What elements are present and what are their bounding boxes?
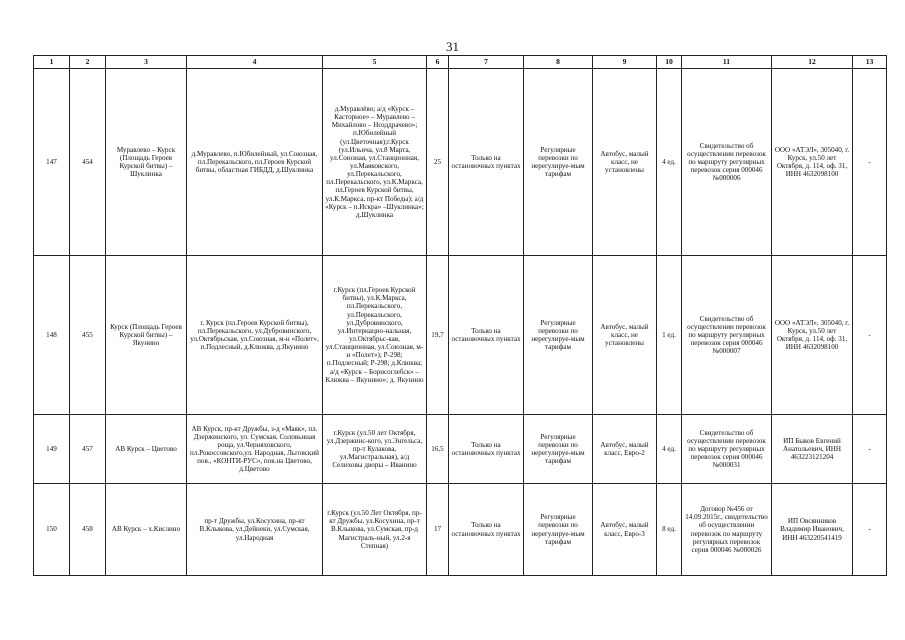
route-number: 458 xyxy=(70,484,106,576)
route-streets: д.Муравлёво; а/д «Курск – Касторное» – Муравлево – Михайлово – Нозддрачево»; п.Юбилейный (ул.Цветочная);г.Курск (ул.Ильича, ул.8 Марта, ул.Союзная, ул.Станционная, ул.Маяковского, ул.Перекальского, пл.Перекальского, ул.К.Маркса, пл.Героев Курской битвы, ул.К.Маркса, пр-кт Победы); а/д «Курск – п.Искра» –Шуклинка»; д.Шуклинка xyxy=(323,69,427,256)
row-number: 148 xyxy=(34,256,70,415)
vehicle-class: Автобус, малый класс, не установлены xyxy=(593,69,657,256)
vehicle-count: 8 ед. xyxy=(657,484,682,576)
column-header: 3 xyxy=(106,56,187,69)
carrier: ООО «АТЭЛ», 305040, г. Курск, ул.50 лет Октября, д. 114, оф. 31, ИНН 4632098100 xyxy=(772,256,853,415)
route-name: АВ Курск – Цветово xyxy=(106,415,187,484)
table-row xyxy=(34,484,887,576)
route-name: Курск (Площадь Героев Курской битвы) – Якунино xyxy=(106,256,187,415)
route-streets: г.Курск (пл.Героев Курской битвы), ул.К.Маркса, пл.Перекальского, ул.Перекальского, ул.Дубровинского, ул.Интернацио-нальная, ул.Октябрьс-кая, ул.Станционная, ул.Союзная, м-н «Полет»); Р-298; п.Подлесный; Р-298; д.Клюква; а/д «Курск – Борисоглебск» – Клюква – Якунино»; д. Якунино xyxy=(323,256,427,415)
transport-type: Регулярные перевозки по нерегулируе-мым тарифам xyxy=(524,69,593,256)
certificate: Свидетельство об осуществлении перевозок по маршруту регулярных перевозок серия 000046 №000031 xyxy=(682,415,772,484)
carrier: ИП Овсянников Владимир Иванович, ИНН 463220541419 xyxy=(772,484,853,576)
col13-value: - xyxy=(853,484,887,576)
vehicle-class: Автобус, малый класс, Евро-3 xyxy=(593,484,657,576)
table-row xyxy=(34,69,887,256)
route-name: АВ Курск – х.Кислино xyxy=(106,484,187,576)
column-header: 8 xyxy=(524,56,593,69)
certificate: Свидетельство об осуществлении перевозок по маршруту регулярных перевозок серия 000046 №000006 xyxy=(682,69,772,256)
vehicle-count: 1 ед. xyxy=(657,256,682,415)
row-number: 150 xyxy=(34,484,70,576)
transport-type: Регулярные перевозки по нерегулируе-мым тарифам xyxy=(524,415,593,484)
route-stops: АВ Курск, пр-кт Дружбы, з-д «Маяк», пл. Дзержинского, ул. Сумская, Соловьиная роща, ул.Черняховского, пл.Рокоссовского,ул. Народная, Льговский пов., «КОНТИ-РУС», пов.на Цветово, д.Цветово xyxy=(187,415,323,484)
header-row xyxy=(34,56,887,69)
stop-order: Только на остановочных пунктах xyxy=(449,69,524,256)
row-number: 149 xyxy=(34,415,70,484)
row-number: 147 xyxy=(34,69,70,256)
routes-table xyxy=(33,55,887,576)
stop-order: Только на остановочных пунктах xyxy=(449,415,524,484)
transport-type: Регулярные перевозки по нерегулируе-мым тарифам xyxy=(524,256,593,415)
route-stops: д.Муравлево, п.Юбилейный, ул.Союзная, пл.Перекальского, пл.Героев Курской битвы, областная ГИБДД, д.Шуклинка xyxy=(187,69,323,256)
route-number: 457 xyxy=(70,415,106,484)
page-number: 31 xyxy=(446,39,459,54)
column-header: 7 xyxy=(449,56,524,69)
column-header: 1 xyxy=(34,56,70,69)
column-header: 12 xyxy=(772,56,853,69)
route-streets: г.Курск (ул.50 Лет Октября, пр-кт Дружбы, ул.Косухина, пр-т В.Клыкова, ул.Сумская, пр-д Магистраль-ный, ул.2-я Степная) xyxy=(323,484,427,576)
col13-value: - xyxy=(853,69,887,256)
column-header: 9 xyxy=(593,56,657,69)
vehicle-class: Автобус, малый класс, Евро-2 xyxy=(593,415,657,484)
route-length: 25 xyxy=(427,69,449,256)
transport-type: Регулярные перевозки по нерегулируе-мым тарифам xyxy=(524,484,593,576)
column-header: 13 xyxy=(853,56,887,69)
column-header: 10 xyxy=(657,56,682,69)
vehicle-count: 4 ед. xyxy=(657,69,682,256)
col13-value: - xyxy=(853,256,887,415)
column-header: 11 xyxy=(682,56,772,69)
stop-order: Только на остановочных пунктах xyxy=(449,256,524,415)
column-header: 5 xyxy=(323,56,427,69)
carrier: ООО «АТЭЛ», 305040, г. Курск, ул.50 лет Октября, д. 114, оф. 31, ИНН 4632098100 xyxy=(772,69,853,256)
route-streets: г.Курск (ул.50 лет Октября, ул.Дзержинс-кого, ул.Энгельса, пр-т Кулакова, ул.Магистральная), а/д Селиховы дворы – Иванино xyxy=(323,415,427,484)
route-number: 454 xyxy=(70,69,106,256)
column-header: 4 xyxy=(187,56,323,69)
vehicle-count: 4 ед. xyxy=(657,415,682,484)
col13-value: - xyxy=(853,415,887,484)
column-header: 6 xyxy=(427,56,449,69)
route-number: 455 xyxy=(70,256,106,415)
table-row xyxy=(34,415,887,484)
vehicle-class: Автобус, малый класс, не установлены xyxy=(593,256,657,415)
route-stops: г. Курск (пл.Героев Курской битвы), пл.Перекальского, ул.Дубровинского, ул.Октябрьская, ул.Союзная, м-н «Полет», п.Подлесный, д.Клюква, д.Якунино xyxy=(187,256,323,415)
route-length: 17 xyxy=(427,484,449,576)
route-name: Муравлево – Курск (Площадь Героев Курской битвы) – Шуклинка xyxy=(106,69,187,256)
route-length: 16,5 xyxy=(427,415,449,484)
carrier: ИП Быков Евгений Анатольевич, ИНН 463223121204 xyxy=(772,415,853,484)
stop-order: Только на остановочных пунктах xyxy=(449,484,524,576)
certificate: Свидетельство об осуществлении перевозок по маршруту регулярных перевозок серия 000046 №000007 xyxy=(682,256,772,415)
route-length: 19,7 xyxy=(427,256,449,415)
table-row xyxy=(34,256,887,415)
route-stops: пр-т Дружбы, ул.Косухина, пр-кт В.Клыкова, ул.Дейнеки, ул.Сумская, ул.Народная xyxy=(187,484,323,576)
column-header: 2 xyxy=(70,56,106,69)
certificate: Договор №456 от 14.09.2015г., свидетельство об осуществлении перевозок по маршруту регулярных перевозок серия 000046 №000026 xyxy=(682,484,772,576)
